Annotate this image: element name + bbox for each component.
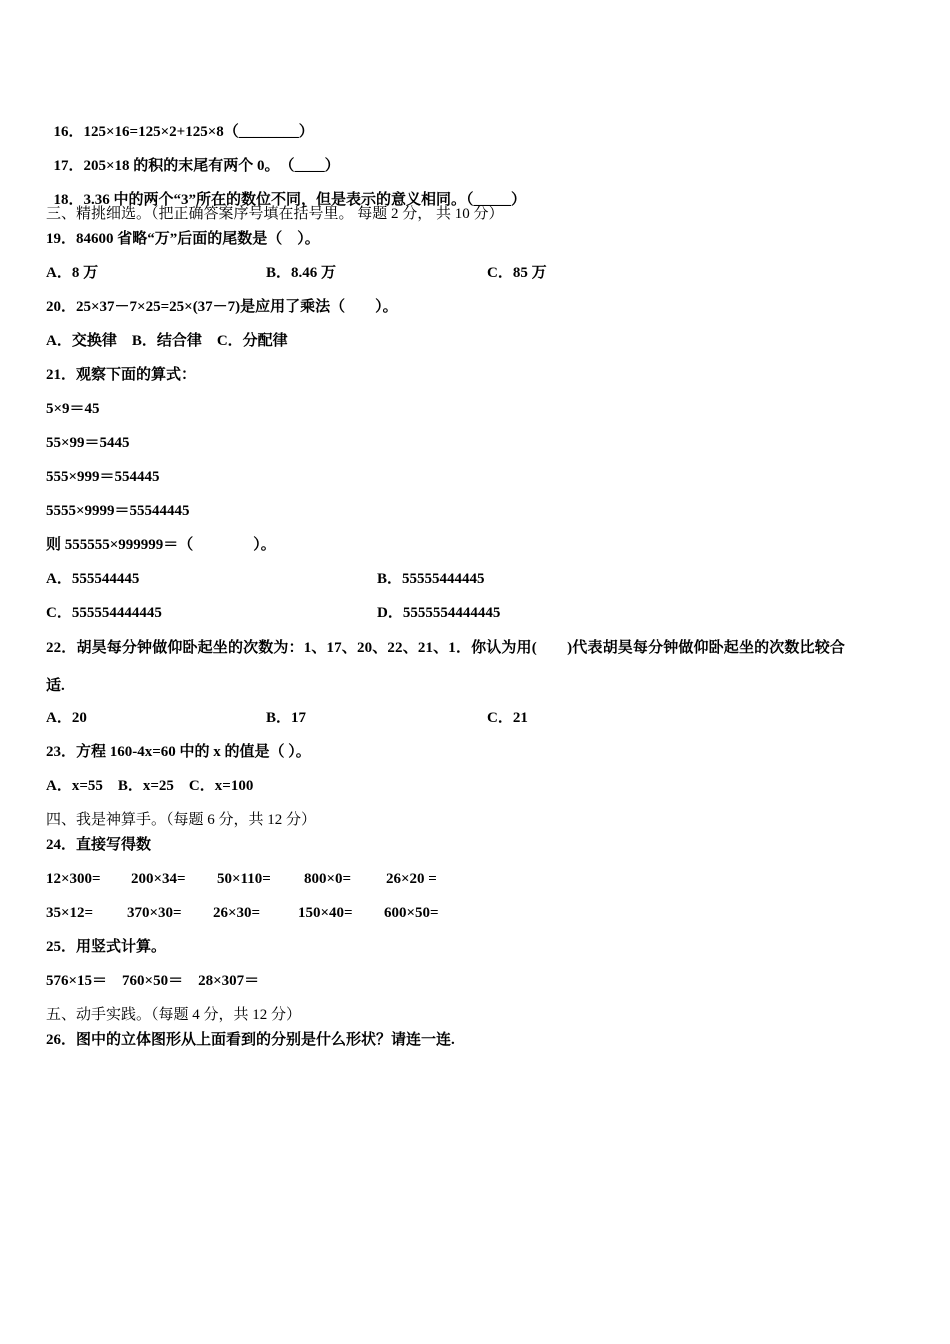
section-4-heading: 四、我是神算手。（每题 6 分，共 12 分） [46, 812, 317, 828]
calc-item: 600×50= [384, 905, 439, 921]
question-18-text: 18．3.36 中的两个“3”所在的数位不同，但是表示的意义相同。（ [53, 192, 474, 208]
calc-item: 800×0= [304, 871, 352, 887]
calc-item: 370×30= [127, 905, 182, 921]
question-20: 20．25×37－7×25=25×(37－7)是应用了乘法（ ）。 [46, 299, 398, 315]
paren-close: ） [298, 124, 314, 140]
question-20-options: A．交换律 B．结合律 C．分配律 [46, 333, 288, 349]
question-22-continued: 适. [46, 678, 65, 694]
answer-blank: ________ [238, 124, 299, 140]
question-26: 26．图中的立体图形从上面看到的分别是什么形状？请连一连. [46, 1032, 455, 1048]
equation-line: 5555×9999＝55544445 [46, 503, 190, 519]
option-a: A．8 万 [46, 265, 99, 281]
section-5-heading: 五、动手实践。（每题 4 分，共 12 分） [46, 1007, 302, 1023]
option-b: B．55555444445 [377, 571, 485, 587]
paren-close: ） [511, 192, 527, 208]
calc-item: 12×300= [46, 871, 101, 887]
answer-blank: _____ [473, 192, 512, 208]
option-a: A．20 [46, 710, 87, 726]
question-25: 25．用竖式计算。 [46, 939, 167, 955]
question-22: 22．胡昊每分钟做仰卧起坐的次数为：1、17、20、22、21、1．你认为用( )代表胡昊每分钟做仰卧起坐的次数比较合 [46, 640, 845, 656]
equation-line: 5×9＝45 [46, 401, 100, 417]
calc-item: 26×30= [213, 905, 261, 921]
option-b: B．8.46 万 [266, 265, 337, 281]
calc-item: 200×34= [131, 871, 186, 887]
question-19: 19．84600 省略“万”后面的尾数是（ ）。 [46, 231, 320, 247]
option-c: C．555554444445 [46, 605, 162, 621]
question-21-ask: 则 555555×999999＝（ ）。 [46, 537, 276, 553]
option-d: D．5555554444445 [377, 605, 501, 621]
calc-item: 26×20 = [386, 871, 437, 887]
option-a: A．555544445 [46, 571, 140, 587]
answer-blank: ____ [294, 158, 325, 174]
paren-close: ） [324, 158, 340, 174]
question-17-text: 17．205×18 的积的末尾有两个 0。 （ [53, 158, 295, 174]
calc-item: 35×12= [46, 905, 94, 921]
equation-line: 555×999＝554445 [46, 469, 160, 485]
question-25-items: 576×15＝ 760×50＝ 28×307＝ [46, 973, 260, 989]
question-21: 21．观察下面的算式： [46, 367, 197, 383]
calc-item: 150×40= [298, 905, 353, 921]
calc-item: 50×110= [217, 871, 271, 887]
question-16-text: 16．125×16=125×2+125×8（ [53, 124, 239, 140]
question-23-options: A．x=55 B．x=25 C．x=100 [46, 778, 254, 794]
option-b: B．17 [266, 710, 307, 726]
section-3-heading: 三、精挑细选。（把正确答案序号填在括号里。 每题 2 分， 共 10 分） [46, 206, 504, 222]
equation-line: 55×99＝5445 [46, 435, 130, 451]
option-c: C．85 万 [487, 265, 547, 281]
question-23: 23．方程 160-4x=60 中的 x 的值是（ ）。 [46, 744, 311, 760]
option-c: C．21 [487, 710, 528, 726]
question-24: 24．直接写得数 [46, 837, 152, 853]
